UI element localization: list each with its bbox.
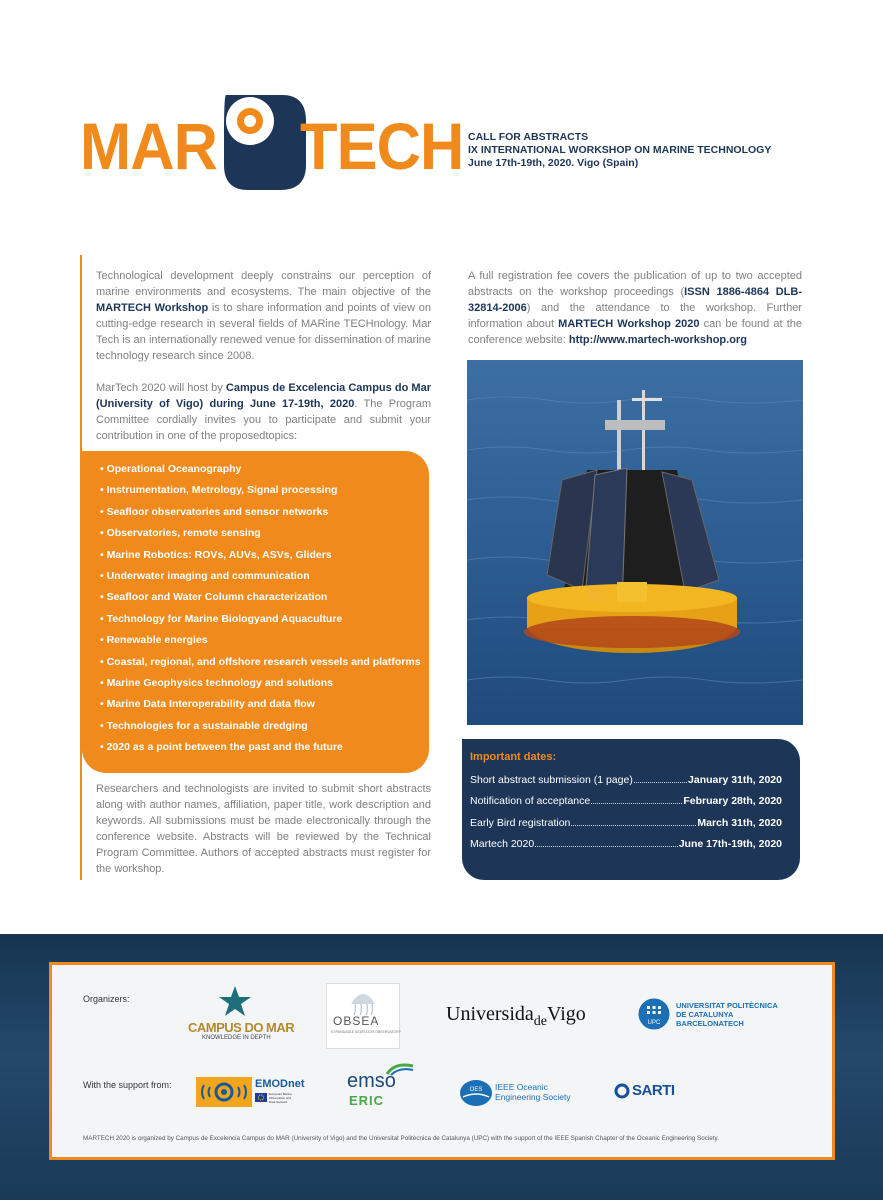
- registration-paragraph: A full registration fee covers the publication of up to two accepted abstracts on the workshop proceedings (ISSN 1886-4864 DLB-32814-2006) and the attendance to the workshop. Further information about MARTECH Workshop 2020 can be found at the conference website: http://www.martech-workshop.org: [468, 270, 802, 346]
- topic-item: • Renewable energies: [100, 634, 208, 647]
- date-label: Martech 2020: [470, 837, 535, 850]
- jellyfish-icon: [349, 988, 377, 1016]
- topic-item: • Operational Oceanography: [100, 463, 242, 475]
- topic-item: • Instrumentation, Metrology, Signal processing: [100, 484, 338, 497]
- intro-paragraph: Technological development deeply constrains our perception of marine environments and ecosystems. The main objective of the MARTECH Workshop is to share information and points of view on cutting-edge research in several fields of MARine TECHnology. Mar Tech is an internationally renewed venue for dissemination of marine technology research since 2008.: [96, 270, 431, 362]
- eu-flag-icon: [255, 1093, 267, 1102]
- dot-leader: [634, 782, 687, 783]
- upc-emblem-icon: [638, 998, 670, 1030]
- host-paragraph: MarTech 2020 will host by Campus de Excelencia Campus do Mar (University of Vigo) during June 17-19th, 2020. The Program Committee cordially invites you to participate and submit your contribution in one of the proposedtopics:: [96, 382, 431, 442]
- martech-logo: [80, 95, 464, 190]
- date-label: Short abstract submission (1 page): [470, 774, 633, 786]
- obsea-logo: OBSEA EXPANDABLE SEAFLOOR OBSERVATORY: [326, 983, 400, 1049]
- martech-2020-emphasis: MARTECH Workshop 2020: [558, 318, 700, 330]
- call-title: CALL FOR ABSTRACTS: [468, 131, 589, 143]
- footer-note: MARTECH 2020 is organized by Campus de Excelencia Campus do MAR (University of Vigo) and the Universitat Politècnica de Catalunya (UPC) with the support of the IEEE Spanish Chapter of the Oceanic Engineering Society.: [83, 1135, 719, 1142]
- buoy-photo: [467, 360, 803, 725]
- issn-emphasis: ISSN 1886-4864 DLB-32814-2006: [468, 286, 802, 314]
- dot-leader: [591, 803, 682, 804]
- svg-text:OES: OES: [469, 1087, 483, 1093]
- campus-do-mar-logo: CAMPUS DO MAR KNOWLEDGE IN DEPTH: [188, 985, 283, 1045]
- sponsors-box: [49, 962, 835, 1160]
- dot-leader: [535, 846, 677, 847]
- universidade-de-vigo-logo: Universida$_{de}$Vigo: [446, 1003, 586, 1029]
- workshop-date-location: June 17th-19th, 2020. Vigo (Spain): [468, 157, 639, 169]
- workshop-title: IX INTERNATIONAL WORKSHOP ON MARINE TECHNOLOGY: [468, 144, 772, 156]
- topic-item: • Coastal, regional, and offshore research vessels and platforms: [100, 655, 421, 668]
- topics-list: [100, 459, 429, 759]
- date-label: Notification of acceptance: [470, 795, 591, 808]
- date-value: January 31th, 2020: [688, 774, 782, 786]
- date-row: [470, 774, 782, 795]
- date-row: [470, 838, 782, 859]
- logo-tech-text: TECH: [300, 109, 464, 183]
- emodnet-logo: EMODnet European Marine Observation and Data Network: [196, 1077, 298, 1107]
- oes-globe-icon: [459, 1079, 493, 1107]
- upc-logo: UPC UNIVERSITAT POLITÈCNICA DE CATALUNYA BARCELONATECH: [638, 998, 788, 1032]
- host-emphasis: Campus de Excelencia Campus do Mar (University of Vigo) during June 17-19th, 2020: [96, 382, 431, 410]
- call-for-abstracts-header: [468, 131, 798, 170]
- topic-item: • Observatories, remote sensing: [100, 527, 261, 540]
- emso-eric-logo: emso ERIC: [347, 1062, 419, 1112]
- emodnet-waves-icon: [196, 1077, 252, 1107]
- topic-item: • 2020 as a point between the past and the future: [100, 741, 343, 754]
- date-row: [470, 795, 782, 816]
- conference-website-link[interactable]: http://www.martech-workshop.org: [568, 334, 747, 346]
- sarti-ring-icon: [614, 1083, 630, 1099]
- important-dates-box: [462, 739, 800, 880]
- topic-item: • Technology for Marine Biologyand Aquaculture: [100, 612, 343, 625]
- topic-item: • Marine Robotics: ROVs, AUVs, ASVs, Gliders: [100, 548, 332, 561]
- date-value: March 31th, 2020: [697, 816, 782, 829]
- date-value: June 17th-19th, 2020: [678, 837, 782, 850]
- star-icon: [218, 985, 252, 1019]
- topic-item: • Marine Data Interoperability and data flow: [100, 698, 315, 711]
- date-row: [470, 817, 782, 838]
- date-label: Early Bird registration: [470, 816, 571, 829]
- topic-item: • Seafloor and Water Column characterization: [100, 591, 328, 604]
- date-value: February 28th, 2020: [683, 795, 782, 808]
- martech-workshop-emphasis: MARTECH Workshop: [96, 302, 209, 314]
- logo-mar-text: MAR: [80, 109, 218, 183]
- support-label: With the support from:: [83, 1080, 172, 1090]
- organizers-label: Organizers:: [83, 994, 130, 1004]
- svg-text:UPC: UPC: [647, 1020, 661, 1026]
- topic-item: • Seafloor observatories and sensor networks: [100, 505, 329, 518]
- topic-item: • Marine Geophysics technology and solutions: [100, 677, 333, 690]
- dot-leader: [571, 825, 696, 826]
- sarti-logo: SARTI: [614, 1082, 704, 1102]
- important-dates-title: Important dates:: [470, 751, 557, 763]
- logo-drop-icon: [220, 95, 306, 190]
- topic-item: • Technologies for a sustainable dredging: [100, 719, 308, 732]
- ieee-oes-logo: OES IEEE Oceanic Engineering Society: [459, 1079, 577, 1107]
- submission-paragraph: Researchers and technologists are invited to submit short abstracts along with author names, affiliation, paper title, work description and keywords. All submissions must be made electronically through the conference website. Abstracts will be reviewed by the Technical Program Committee. Authors of accepted abstracts must register for the workshop.: [96, 783, 431, 875]
- topic-item: • Underwater imaging and communication: [100, 570, 310, 583]
- topics-box: [82, 451, 429, 773]
